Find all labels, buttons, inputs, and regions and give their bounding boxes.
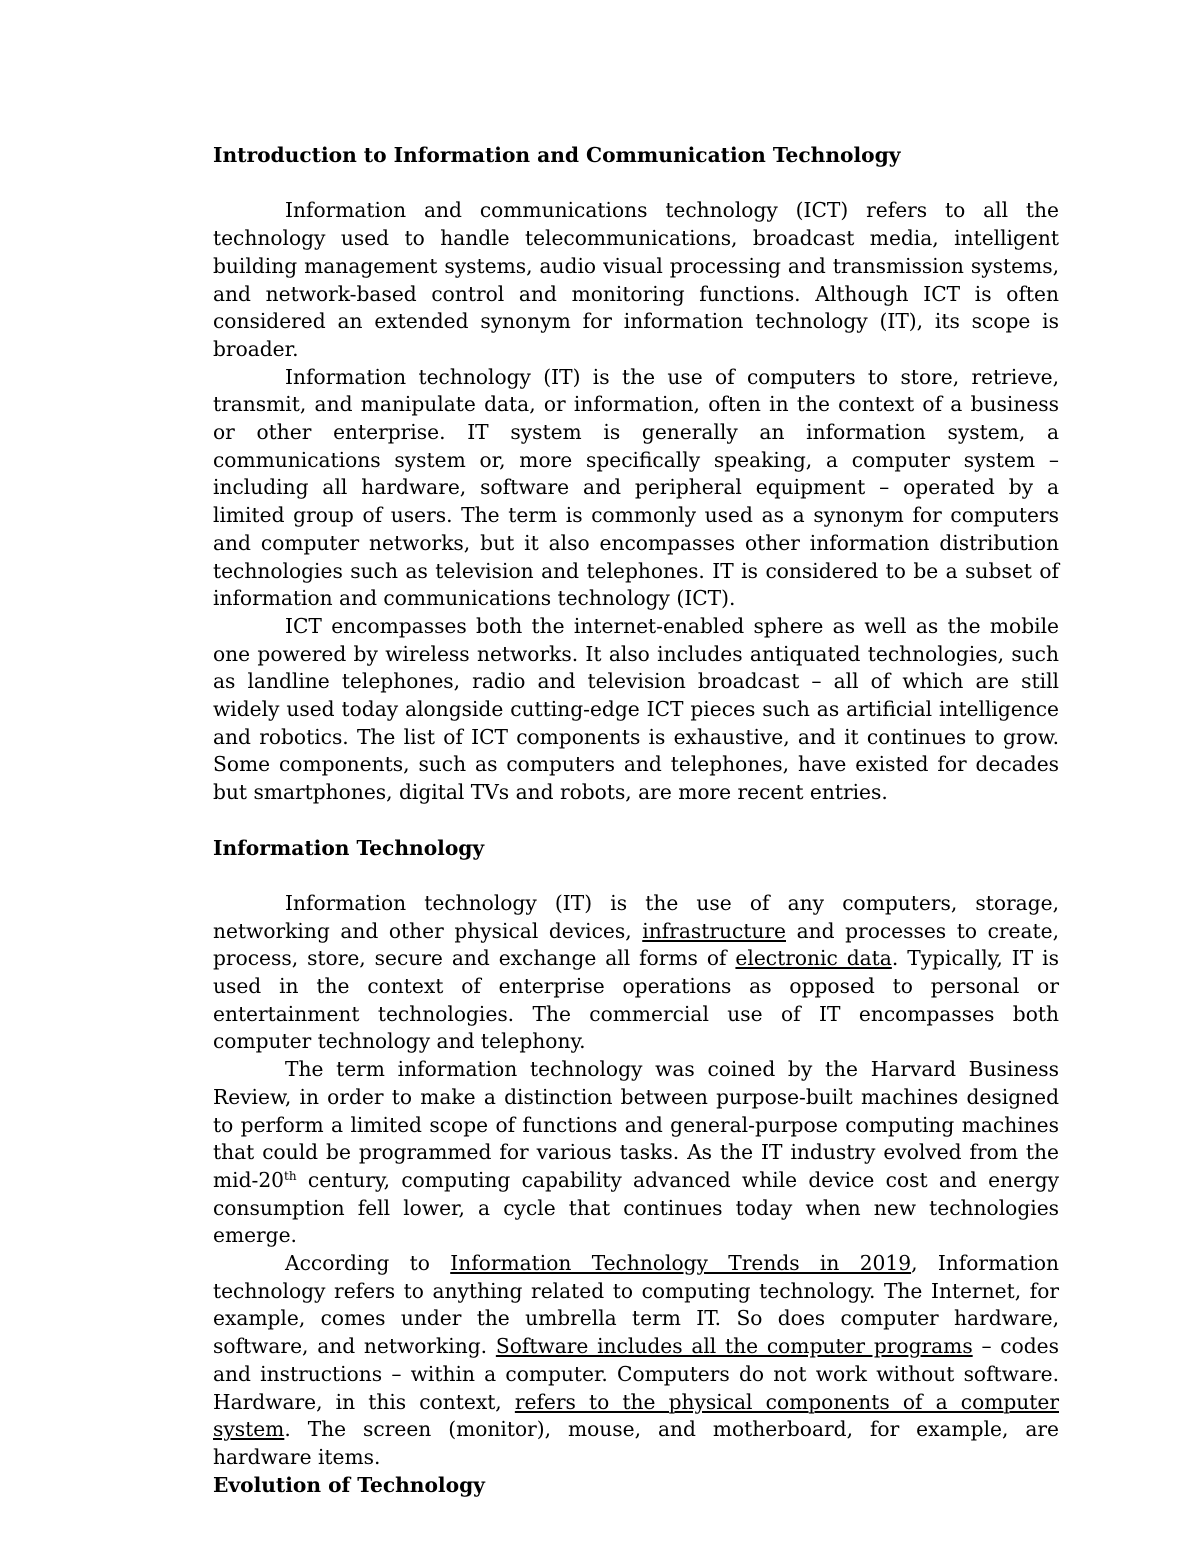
paragraph-ict-definition: Information and communications technology (ICT) refers to all the technology used to handle telecommunications, broadcast media, intelligent building management systems, audio visual processing and transmission systems, and network-based control and monitoring functions. Although ICT is often considered an extended synonym for information technology (IT), its scope is broader. xyxy=(213,198,1059,361)
link-software-programs[interactable]: Software includes all the computer programs xyxy=(495,1334,973,1359)
text-run: According to xyxy=(285,1251,451,1276)
text-run: Information technology (IT) is the use of any computers, storage, networking and other physical devices, xyxy=(213,890,1059,943)
text-run: century, computing capability advanced while device cost and energy consumption fell lower, a cycle that continues today when new technologies emerge. xyxy=(213,1167,1059,1248)
paragraph-it-trends xyxy=(213,1250,1059,1472)
text-run: , Information technology refers to anything related to computing technology. The Internet, for example, comes under the umbrella term IT. So does computer hardware, software, and networking. xyxy=(213,1251,1059,1359)
paragraph-ict-scope: ICT encompasses both the internet-enabled sphere as well as the mobile one powered by wireless networks. It also includes antiquated technologies, such as landline telephones, radio and television broadcast – all of which are still widely used today alongside cutting-edge ICT pieces such as artificial intelligence and robotics. The list of ICT components is exhaustive, and it continues to grow. Some components, such as computers and telephones, have existed for decades but smartphones, digital TVs and robots, are more recent entries. xyxy=(213,613,1059,805)
text-run: . Typically, IT is used in the context of enterprise operations as opposed to personal or entertainment technologies. The commercial use of IT encompasses both computer technology and telephony. xyxy=(213,946,1059,1054)
text-run: The term information technology was coined by the Harvard Business Review, in order to make a distinction between purpose-built machines designed to perform a limited scope of functions and general-purpose computing machines that could be programmed for various tasks. As the IT industry evolved from the mid-20 xyxy=(213,1057,1059,1192)
spacer xyxy=(213,807,1059,835)
superscript-th: th xyxy=(284,1168,297,1183)
text-run: – codes and instructions – within a computer. Computers do not work without software. Hardware, in this context, xyxy=(213,1334,1059,1414)
document-body xyxy=(213,142,1059,1499)
paragraph-term-origin xyxy=(213,1056,1059,1250)
spacer xyxy=(213,170,1059,198)
link-hardware-components[interactable]: refers to the physical components of a computer system xyxy=(213,1389,1059,1442)
link-infrastructure[interactable]: infrastructure xyxy=(642,918,786,943)
section-heading-information-technology: Information Technology xyxy=(213,835,485,860)
paragraph-it-use xyxy=(213,890,1059,1056)
text-run: and processes to create, process, store, secure and exchange all forms of xyxy=(213,918,1059,971)
document-title: Introduction to Information and Communication Technology xyxy=(213,143,901,167)
section-heading-evolution-of-technology: Evolution of Technology xyxy=(213,1472,485,1497)
paragraph-it-definition: Information technology (IT) is the use of computers to store, retrieve, transmit, and manipulate data, or information, often in the context of a business or other enterprise. IT system is generally an information system, a communications system or, more specifically speaking, a computer system – including all hardware, software and peripheral equipment – operated by a limited group of users. The term is commonly used as a synonym for computers and computer networks, but it also encompasses other information distribution technologies such as television and telephones. IT is considered to be a subset of information and communications technology (ICT). xyxy=(213,364,1059,611)
link-it-trends-2019[interactable]: Information Technology Trends in 2019 xyxy=(450,1251,912,1276)
spacer xyxy=(213,862,1059,890)
link-electronic-data[interactable]: electronic data xyxy=(735,946,892,971)
text-run: . The screen (monitor), mouse, and motherboard, for example, are hardware items. xyxy=(213,1417,1059,1469)
